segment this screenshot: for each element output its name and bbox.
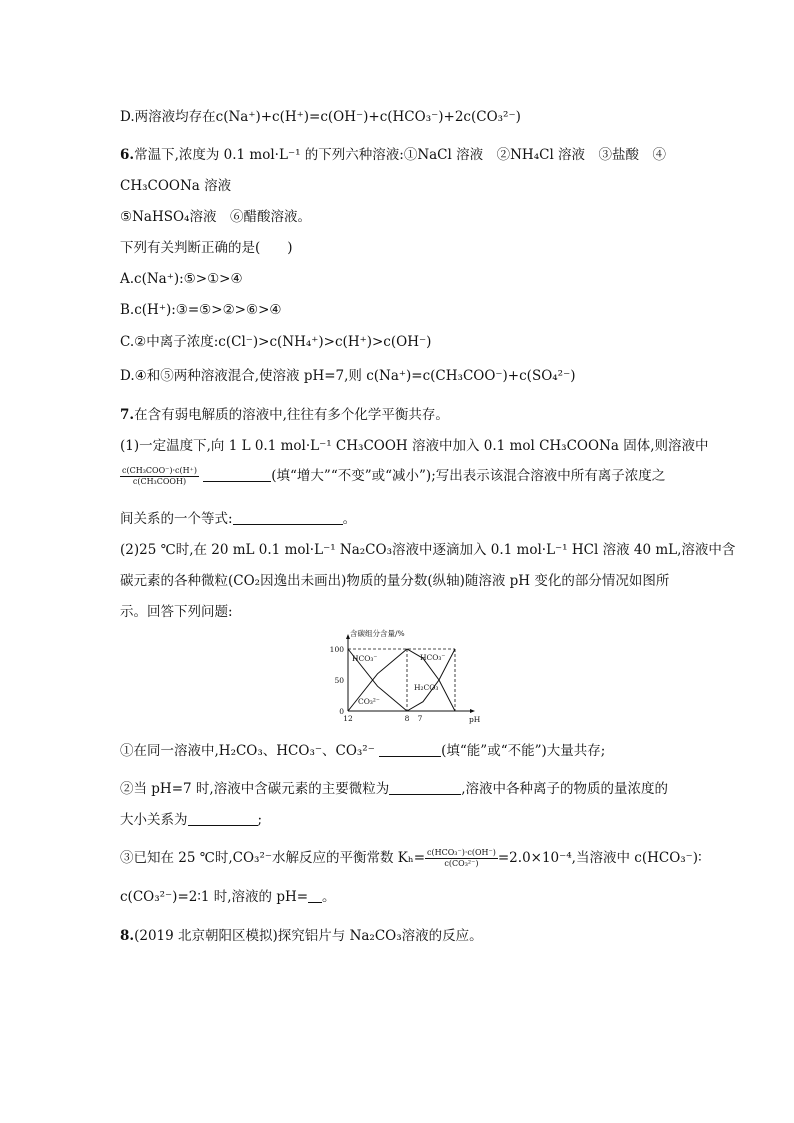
answer-blank[interactable] — [233, 512, 343, 525]
x-axis-arrow — [470, 709, 475, 713]
option-c: C.②中离子浓度:c(Cl⁻)>c(NH₄⁺)>c(H⁺)>c(OH⁻) — [120, 334, 432, 350]
answer-blank[interactable] — [389, 782, 461, 795]
q7-part1-line1: (1)一定温度下,向 1 L 0.1 mol·L⁻¹ CH₃COOH 溶液中加入 0.1 mol CH₃COONa 固体,则溶液中 — [120, 438, 709, 454]
q7-part2-line3: 示。回答下列问题: — [120, 604, 233, 620]
series-label: HCO₃⁻ — [352, 654, 378, 663]
option-a: A.c(Na⁺):⑤>①>④ — [120, 271, 243, 287]
series-label: H₂CO₃ — [414, 683, 439, 692]
answer-blank[interactable] — [203, 469, 271, 482]
x-axis-label: pH — [469, 715, 481, 724]
series-label: CO₃²⁻ — [358, 697, 380, 706]
q7-sub-ii-cont: 大小关系为 ; — [120, 812, 263, 828]
answer-blank[interactable] — [188, 813, 258, 826]
q7-part2-line1: (2)25 ℃时,在 20 mL 0.1 mol·L⁻¹ Na₂CO₃溶液中逐滴加入 0.1 mol·L⁻¹ HCl 溶液 40 mL,溶液中含 — [120, 542, 736, 558]
y-tick-label: 50 — [334, 676, 344, 685]
option-b: B.c(H⁺):③=⑤>②>⑥>④ — [120, 302, 282, 318]
question-8-stem: 8.(2019 北京朝阳区模拟)探究铝片与 Na₂CO₃溶液的反应。 — [120, 928, 483, 944]
prev-option-d: D.两溶液均存在c(Na⁺)+c(H⁺)=c(OH⁻)+c(HCO₃⁻)+2c(CO₃²⁻) — [120, 109, 521, 125]
y-tick-label: 100 — [329, 645, 344, 654]
q7-sub-ii: ②当 pH=7 时,溶液中含碳元素的主要微粒为 ,溶液中各种离子的物质的量浓度的 — [120, 781, 668, 797]
q7-sub-iv: c(CO₃²⁻)=2∶1 时,溶液的 pH= 。 — [120, 889, 336, 905]
y-tick-label: 0 — [339, 707, 344, 716]
q7-part1-line2: $\frac{\text{c(CH₃COO⁻)·c(H⁺)}}{\text{c(CH₃COOH)}}$ (填“增大”“不变”或“减小”);写出表示该混合溶液中所有离子浓度之 — [122, 466, 666, 486]
series-label: HCO₃⁻ — [420, 653, 446, 662]
answer-blank[interactable] — [308, 890, 322, 903]
question-6-stem: 6.常温下,浓度为 0.1 mol·L⁻¹ 的下列六种溶液:①NaCl 溶液 ②NH₄Cl 溶液 ③盐酸 ④ — [120, 147, 667, 163]
fraction: $\frac{\text{c(CH₃COO⁻)·c(H⁺)}}{\text{c(CH₃COOH)}}$ — [122, 466, 197, 486]
x-tick-label: 8 — [404, 714, 410, 723]
question-6-cont2: ⑤NaHSO₄溶液 ⑥醋酸溶液。 — [120, 209, 311, 225]
chart-plot — [330, 628, 481, 724]
x-tick-label: 7 — [417, 714, 423, 723]
question-6-cont1: CH₃COONa 溶液 — [120, 178, 232, 194]
option-d: D.④和⑤两种溶液混合,使溶液 pH=7,则 c(Na⁺)=c(CH₃COO⁻)+c(SO₄²⁻) — [120, 368, 576, 384]
y-axis-label: 含碳组分含量/% — [350, 629, 405, 638]
answer-blank[interactable] — [379, 744, 441, 757]
question-7-stem: 7.在含有弱电解质的溶液中,往往有多个化学平衡共存。 — [120, 407, 449, 423]
q7-sub-iii: ③已知在 25 ℃时,CO₃²⁻水解反应的平衡常数 Kₕ= $\frac{\text{c(HCO₃⁻)·c(OH⁻)}}{\text{c(CO₃²⁻)}}$ =2.0×10⁻⁴,当溶液中 c(HCO₃⁻)∶ — [120, 848, 702, 868]
q7-part1-line3: 间关系的一个等式: 。 — [120, 511, 357, 527]
species-distribution-chart — [320, 628, 490, 724]
fraction: $\frac{\text{c(HCO₃⁻)·c(OH⁻)}}{\text{c(CO₃²⁻)}}$ — [427, 848, 496, 868]
question-6-prompt: 下列有关判断正确的是( ) — [120, 240, 293, 256]
q7-part2-line2: 碳元素的各种微粒(CO₂因逸出未画出)物质的量分数(纵轴)随溶液 pH 变化的部分情况如图所 — [120, 573, 670, 589]
x-tick-label: 12 — [343, 714, 353, 723]
q7-sub-i: ①在同一溶液中,H₂CO₃、HCO₃⁻、CO₃²⁻ (填“能”或“不能”)大量共存; — [120, 743, 606, 759]
